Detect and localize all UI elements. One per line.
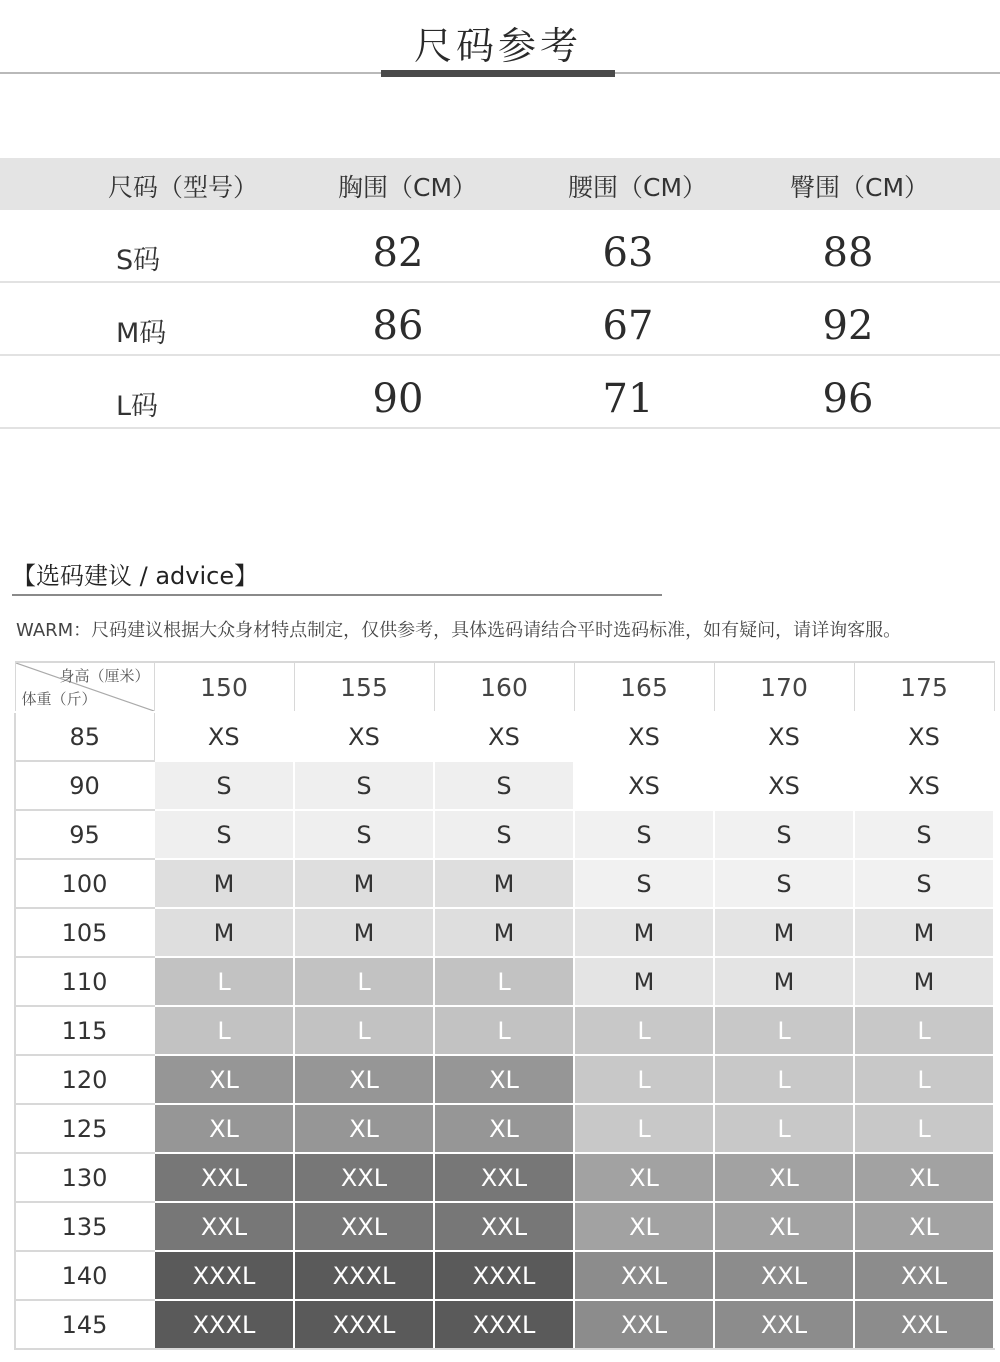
size-cell: XL xyxy=(854,1153,994,1202)
size-cell: L xyxy=(714,1055,854,1104)
chest-value: 90 xyxy=(372,376,424,422)
size-cell: XXL xyxy=(294,1153,434,1202)
size-cell: XXL xyxy=(294,1202,434,1251)
height-170: 170 xyxy=(714,662,854,712)
size-cell: XS xyxy=(714,712,854,761)
size-cell: L xyxy=(154,957,294,1006)
size-cell: XS xyxy=(854,761,994,810)
size-cell: XXXL xyxy=(154,1251,294,1300)
weight-row xyxy=(15,712,994,761)
size-cell: XL xyxy=(154,1055,294,1104)
size-cell: L xyxy=(574,1006,714,1055)
size-cell: XL xyxy=(294,1055,434,1104)
size-cell: XXL xyxy=(854,1300,994,1349)
header-chest: 胸围（CM） xyxy=(338,173,478,202)
size-cell: L xyxy=(434,1006,574,1055)
size-row-s xyxy=(0,210,1000,283)
chest-value: 86 xyxy=(372,303,424,349)
size-cell: XXXL xyxy=(434,1251,574,1300)
size-cell: S xyxy=(294,761,434,810)
weight-row xyxy=(15,1104,994,1153)
size-cell: XL xyxy=(434,1055,574,1104)
chest-value: 82 xyxy=(372,230,424,276)
size-cell: S xyxy=(854,810,994,859)
size-cell: XS xyxy=(154,712,294,761)
corner-height-label: 身高（厘米） xyxy=(59,667,150,685)
size-cell: L xyxy=(574,1104,714,1153)
size-cell: S xyxy=(574,859,714,908)
size-cell: M xyxy=(294,859,434,908)
size-cell: XXL xyxy=(574,1251,714,1300)
weight-row xyxy=(15,908,994,957)
size-cell: M xyxy=(854,908,994,957)
size-cell: XS xyxy=(574,712,714,761)
weight-cell: 90 xyxy=(15,761,154,810)
weight-cell: 120 xyxy=(15,1055,154,1104)
hip-value: 96 xyxy=(822,376,874,422)
size-cell: L xyxy=(854,1006,994,1055)
size-cell: XL xyxy=(854,1202,994,1251)
hip-value: 88 xyxy=(822,230,874,276)
corner-cell xyxy=(15,662,154,712)
size-cell: XS xyxy=(294,712,434,761)
size-cell: S xyxy=(574,810,714,859)
hip-value: 92 xyxy=(822,303,874,349)
size-cell: M xyxy=(714,908,854,957)
weight-cell: 140 xyxy=(15,1251,154,1300)
weight-cell: 145 xyxy=(15,1300,154,1349)
size-cell: L xyxy=(854,1055,994,1104)
size-cell: M xyxy=(574,957,714,1006)
weight-cell: 135 xyxy=(15,1202,154,1251)
advice-note: WARM：尺码建议根据大众身材特点制定，仅供参考，具体选码请结合平时选码标准，如有疑问，请详询客服。 xyxy=(16,620,902,641)
weight-cell: 85 xyxy=(15,712,154,761)
weight-row xyxy=(15,859,994,908)
weight-cell: 115 xyxy=(15,1006,154,1055)
size-label: M码 xyxy=(116,318,167,349)
title-underline-bar xyxy=(381,70,615,77)
size-cell: XXXL xyxy=(154,1300,294,1349)
size-cell: L xyxy=(294,957,434,1006)
size-reference-header xyxy=(0,158,1000,210)
size-cell: L xyxy=(714,1006,854,1055)
weight-cell: 100 xyxy=(15,859,154,908)
size-cell: XL xyxy=(574,1153,714,1202)
size-cell: XS xyxy=(854,712,994,761)
size-cell: XXL xyxy=(154,1202,294,1251)
size-cell: S xyxy=(434,761,574,810)
weight-cell: 125 xyxy=(15,1104,154,1153)
page-title: 尺码参考 xyxy=(413,24,582,68)
size-cell: S xyxy=(294,810,434,859)
size-cell: XXXL xyxy=(294,1251,434,1300)
advice-heading: 【选码建议 / advice】 xyxy=(12,562,259,590)
size-cell: XL xyxy=(714,1202,854,1251)
size-cell: XL xyxy=(434,1104,574,1153)
header-size: 尺码（型号） xyxy=(108,173,259,202)
size-cell: S xyxy=(154,761,294,810)
size-cell: XXL xyxy=(574,1300,714,1349)
size-cell: M xyxy=(714,957,854,1006)
weight-row xyxy=(15,1055,994,1104)
header-waist: 腰围（CM） xyxy=(568,173,708,202)
weight-cell: 95 xyxy=(15,810,154,859)
size-cell: L xyxy=(154,1006,294,1055)
size-cell: XS xyxy=(574,761,714,810)
size-cell: S xyxy=(714,810,854,859)
size-cell: M xyxy=(154,859,294,908)
size-cell: S xyxy=(714,859,854,908)
size-row-l xyxy=(0,356,1000,429)
size-label: L码 xyxy=(116,391,159,422)
corner-weight-label: 体重（斤） xyxy=(21,690,97,708)
size-cell: XXL xyxy=(434,1153,574,1202)
size-row-m xyxy=(0,283,1000,356)
size-cell: M xyxy=(854,957,994,1006)
size-cell: M xyxy=(434,908,574,957)
advice-divider xyxy=(12,594,662,596)
size-cell: M xyxy=(434,859,574,908)
height-165: 165 xyxy=(574,662,714,712)
weight-row xyxy=(15,1202,994,1251)
weight-row xyxy=(15,1300,994,1349)
height-150: 150 xyxy=(154,662,294,712)
size-cell: S xyxy=(154,810,294,859)
weight-cell: 130 xyxy=(15,1153,154,1202)
size-cell: XL xyxy=(714,1153,854,1202)
size-reference-table xyxy=(0,158,1000,429)
size-cell: XL xyxy=(154,1104,294,1153)
height-header-row xyxy=(15,662,994,712)
waist-value: 67 xyxy=(602,303,654,349)
size-cell: XXXL xyxy=(294,1300,434,1349)
waist-value: 71 xyxy=(602,376,654,422)
size-cell: XXL xyxy=(714,1251,854,1300)
size-cell: XXXL xyxy=(434,1300,574,1349)
size-advice-grid xyxy=(14,661,995,1350)
size-cell: L xyxy=(434,957,574,1006)
size-cell: M xyxy=(294,908,434,957)
size-cell: XXL xyxy=(154,1153,294,1202)
size-cell: XL xyxy=(294,1104,434,1153)
waist-value: 63 xyxy=(602,230,654,276)
weight-row xyxy=(15,761,994,810)
weight-row xyxy=(15,1251,994,1300)
weight-row xyxy=(15,1006,994,1055)
weight-cell: 105 xyxy=(15,908,154,957)
weight-cell: 110 xyxy=(15,957,154,1006)
size-cell: S xyxy=(434,810,574,859)
size-cell: L xyxy=(854,1104,994,1153)
header-hip: 臀围（CM） xyxy=(790,173,930,202)
height-175: 175 xyxy=(854,662,994,712)
size-label: S码 xyxy=(116,245,161,276)
size-cell: XXL xyxy=(714,1300,854,1349)
size-cell: XXL xyxy=(854,1251,994,1300)
size-cell: M xyxy=(154,908,294,957)
size-cell: L xyxy=(294,1006,434,1055)
size-cell: XL xyxy=(574,1202,714,1251)
size-cell: L xyxy=(714,1104,854,1153)
weight-row xyxy=(15,957,994,1006)
size-cell: XS xyxy=(714,761,854,810)
size-cell: S xyxy=(854,859,994,908)
size-cell: M xyxy=(574,908,714,957)
height-155: 155 xyxy=(294,662,434,712)
size-cell: L xyxy=(574,1055,714,1104)
height-160: 160 xyxy=(434,662,574,712)
size-cell: XXL xyxy=(434,1202,574,1251)
weight-row xyxy=(15,810,994,859)
weight-row xyxy=(15,1153,994,1202)
size-cell: XS xyxy=(434,712,574,761)
